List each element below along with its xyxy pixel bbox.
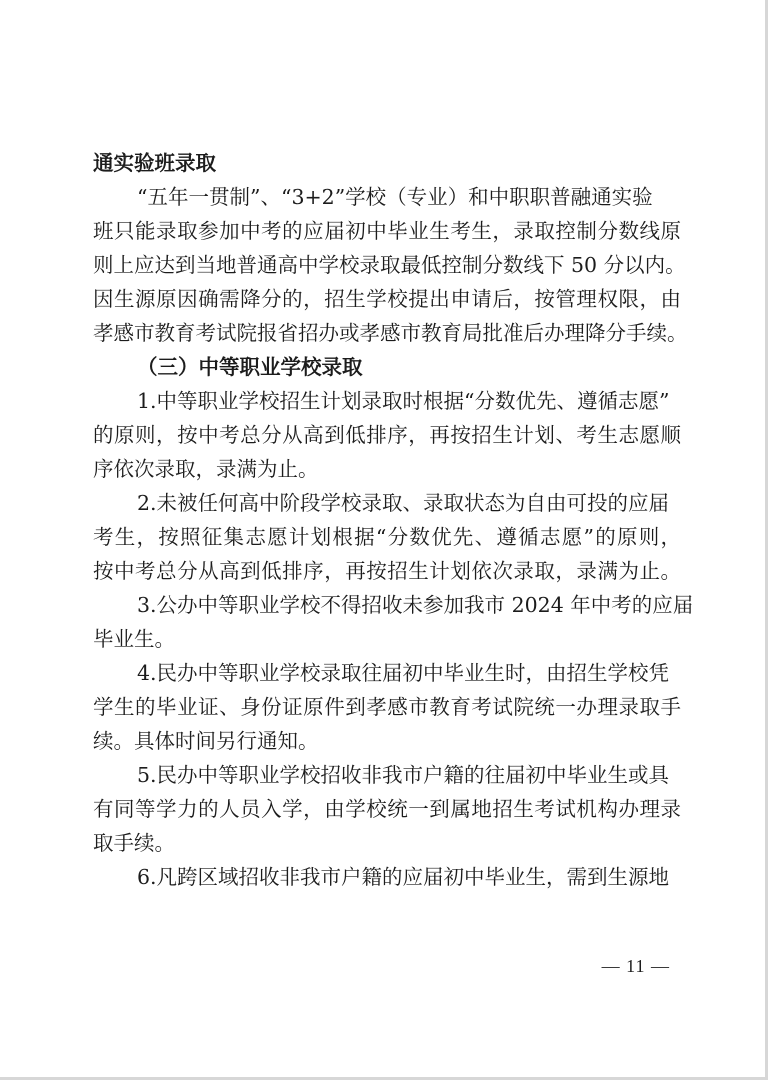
text-line: 3.公办中等职业学校不得招收未参加我市 2024 年中考的应届 [137, 593, 694, 617]
text-line: 2.未被任何高中阶段学校录取、录取状态为自由可投的应届 [137, 491, 670, 515]
text-line: 的原则，按中考总分从高到低排序，再按招生计划、考生志愿顺 [93, 423, 681, 447]
text-line: 考生，按照征集志愿计划根据“分数优先、遵循志愿”的原则， [93, 525, 681, 549]
section-heading: （三）中等职业学校录取 [137, 355, 363, 379]
text-line: 因生源原因确需降分的，招生学校提出申请后，按管理权限，由 [93, 287, 681, 311]
text-line: 4.民办中等职业学校录取往届初中毕业生时，由招生学校凭 [137, 661, 670, 685]
document-body [93, 146, 694, 894]
text-line: 孝感市教育考试院报省招办或孝感市教育局批准后办理降分手续。 [93, 321, 688, 345]
text-line: 有同等学力的人员入学，由学校统一到属地招生考试机构办理录 [93, 797, 681, 821]
text-line: 毕业生。 [93, 627, 175, 651]
text-line: 学生的毕业证、身份证原件到孝感市教育考试院统一办理录取手 [93, 695, 681, 719]
text-line: 续。具体时间另行通知。 [93, 729, 319, 753]
text-line: 按中考总分从高到低排序，再按招生计划依次录取，录满为止。 [93, 559, 681, 583]
text-line: 取手续。 [93, 831, 175, 855]
text-line: 则上应达到当地普通高中学校录取最低控制分数线下 50 分以内。 [93, 253, 686, 277]
page-number: — 11 — [601, 956, 670, 976]
text-line: 通实验班录取 [93, 151, 216, 175]
text-line: 6.凡跨区域招收非我市户籍的应届初中毕业生，需到生源地 [137, 865, 670, 889]
text-line: “五年一贯制”、“3+2”学校（专业）和中职职普融通实验 [137, 185, 653, 209]
text-line: 5.民办中等职业学校招收非我市户籍的往届初中毕业生或具 [137, 763, 670, 787]
text-line: 班只能录取参加中考的应届初中毕业生考生，录取控制分数线原 [93, 219, 681, 243]
text-line: 序依次录取，录满为止。 [93, 457, 319, 481]
text-line: 1.中等职业学校招生计划录取时根据“分数优先、遵循志愿” [137, 389, 670, 413]
